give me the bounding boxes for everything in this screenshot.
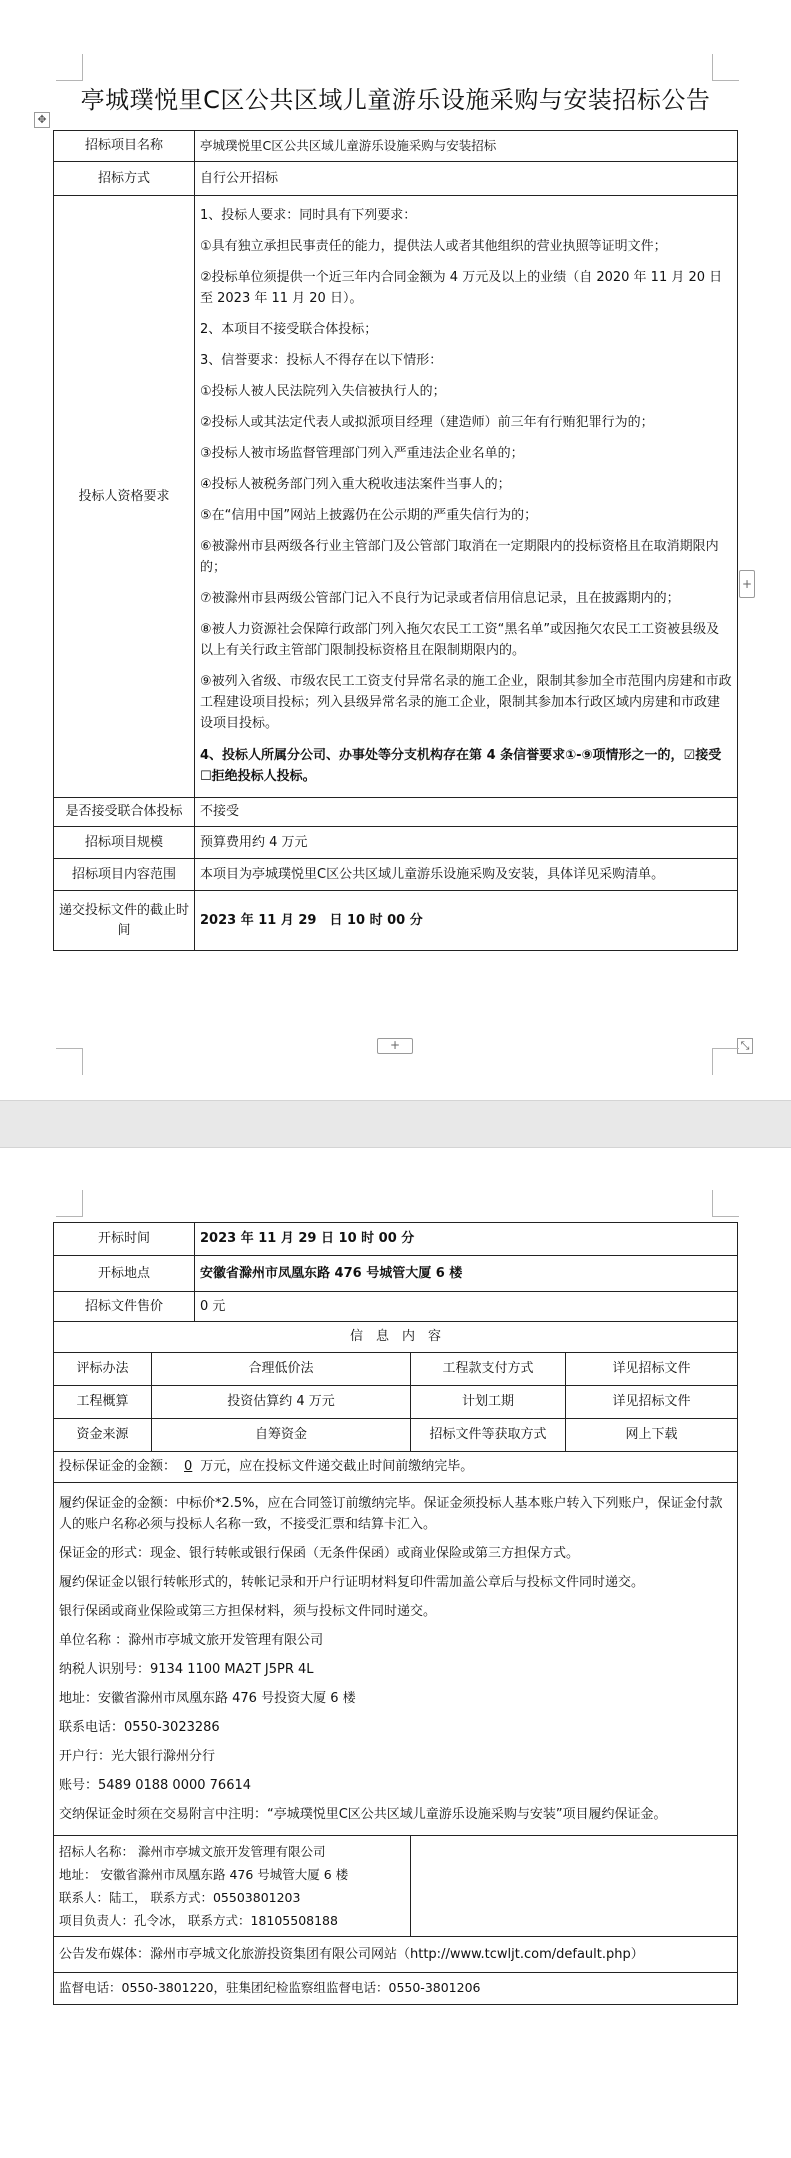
table-row bbox=[54, 1419, 738, 1452]
project-name-value: 亭城璞悦里C区公共区域儿童游乐设施采购与安装招标 bbox=[195, 131, 738, 162]
qualification-label: 投标人资格要求 bbox=[54, 196, 195, 798]
scale-label: 招标项目规模 bbox=[54, 827, 195, 859]
add-column-icon[interactable]: + bbox=[739, 570, 755, 598]
publication-media: 公告发布媒体：滁州市亭城文化旅游投资集团有限公司网站（http://www.tcwljt.com/default.php） bbox=[54, 1937, 738, 1973]
tenderer-line: 地址： 安徽省滁州市凤凰东路 476 号城管大厦 6 楼 bbox=[59, 1867, 349, 1882]
consortium-value: 不接受 bbox=[195, 798, 738, 827]
performance-bond-content bbox=[54, 1483, 738, 1836]
doc-price-label: 招标文件售价 bbox=[54, 1292, 195, 1322]
performance-bond-line: 开户行：光大银行滁州分行 bbox=[59, 1749, 216, 1764]
performance-bond-line: 纳税人识别号：9134 1100 MA2T J5PR 4L bbox=[59, 1662, 314, 1677]
add-row-icon[interactable]: + bbox=[377, 1038, 413, 1054]
performance-bond-line: 联系电话：0550-3023286 bbox=[59, 1720, 220, 1735]
scope-value: 本项目为亭城璞悦里C区公共区域儿童游乐设施采购及安装，具体详见采购清单。 bbox=[195, 859, 738, 891]
opening-place-label: 开标地点 bbox=[54, 1256, 195, 1292]
qualification-line: ⑨被列入省级、市级农民工工资支付异常名录的施工企业，限制其参加全市范围内房建和市政工程建设项目投标；列入县级异常名录的施工企业，限制其参加本行政区域内房建和市政建设项目投标。 bbox=[200, 674, 732, 731]
qualification-line: ②投标人或其法定代表人或拟派项目经理（建造师）前三年有行贿犯罪行为的； bbox=[200, 415, 654, 430]
supervision-phones: 监督电话：0550-3801220，驻集团纪检监察组监督电话：0550-3801206 bbox=[54, 1973, 738, 2005]
table-row bbox=[54, 1223, 738, 1256]
project-name-label: 招标项目名称 bbox=[54, 131, 195, 162]
table-row bbox=[54, 1937, 738, 1973]
qualification-line: ⑥被滁州市县两级各行业主管部门及公管部门取消在一定期限内的投标资格且在取消期限内的； bbox=[200, 539, 719, 575]
page-corner-mark bbox=[56, 1048, 83, 1075]
opening-time-label: 开标时间 bbox=[54, 1223, 195, 1256]
table-row bbox=[54, 1386, 738, 1419]
info-cell: 自筹资金 bbox=[152, 1419, 411, 1452]
table-row bbox=[54, 798, 738, 827]
qualification-content bbox=[195, 196, 738, 798]
qualification-line: ⑤在“信用中国”网站上披露仍在公示期的严重失信行为的； bbox=[200, 508, 538, 523]
info-cell: 投资估算约 4 万元 bbox=[152, 1386, 411, 1419]
qualification-line: ③投标人被市场监督管理部门列入严重违法企业名单的； bbox=[200, 446, 524, 461]
table-row bbox=[54, 1322, 738, 1353]
opening-time-value: 2023 年 11 月 29 日 10 时 00 分 bbox=[195, 1223, 738, 1256]
table-row bbox=[54, 1836, 738, 1937]
doc-price-value: 0 元 bbox=[195, 1292, 738, 1322]
info-cell: 计划工期 bbox=[411, 1386, 566, 1419]
table-row bbox=[54, 1353, 738, 1386]
opening-place-value: 安徽省滁州市凤凰东路 476 号城管大厦 6 楼 bbox=[195, 1256, 738, 1292]
table-row bbox=[54, 859, 738, 891]
performance-bond-line: 单位名称 ：滁州市亭城文旅开发管理有限公司 bbox=[59, 1633, 324, 1648]
table-row bbox=[54, 131, 738, 162]
performance-bond-line: 交纳保证金时须在交易附言中注明：“亭城璞悦里C区公共区域儿童游乐设施采购与安装”项目履约保证金。 bbox=[59, 1807, 667, 1822]
page-corner-mark bbox=[712, 1048, 739, 1075]
table-row bbox=[54, 1256, 738, 1292]
performance-bond-line: 履约保证金以银行转帐形式的，转帐记录和开户行证明材料复印件需加盖公章后与投标文件同时递交。 bbox=[59, 1575, 645, 1590]
page-separator bbox=[0, 1100, 791, 1148]
page-corner-mark bbox=[56, 1190, 83, 1217]
scope-label: 招标项目内容范围 bbox=[54, 859, 195, 891]
document-page-2 bbox=[0, 1148, 791, 2158]
qualification-line: 2、本项目不接受联合体投标； bbox=[200, 322, 378, 337]
qualification-line: 1、投标人要求：同时具有下列要求： bbox=[200, 208, 417, 223]
scale-value: 预算费用约 4 万元 bbox=[195, 827, 738, 859]
table-row bbox=[54, 162, 738, 196]
table-move-handle-icon[interactable]: ✥ bbox=[34, 112, 50, 128]
deposit-amount: 0 bbox=[184, 1459, 193, 1475]
table-row bbox=[54, 827, 738, 859]
info-cell: 招标文件等获取方式 bbox=[411, 1419, 566, 1452]
info-cell: 工程概算 bbox=[54, 1386, 152, 1419]
table-row bbox=[54, 1452, 738, 1483]
deposit-prefix: 投标保证金的金额： bbox=[59, 1459, 177, 1475]
consortium-label: 是否接受联合体投标 bbox=[54, 798, 195, 827]
method-value: 自行公开招标 bbox=[195, 162, 738, 196]
table-row bbox=[54, 1973, 738, 2005]
tenderer-line: 招标人名称： 滁州市亭城文旅开发管理有限公司 bbox=[59, 1844, 326, 1859]
deposit-suffix: 万元，应在投标文件递交截止时间前缴纳完毕。 bbox=[200, 1459, 474, 1475]
info-cell: 工程款支付方式 bbox=[411, 1353, 566, 1386]
tenderer-line: 联系人：陆工， 联系方式：05503801203 bbox=[59, 1890, 301, 1905]
performance-bond-line: 地址：安徽省滁州市凤凰东路 476 号投资大厦 6 楼 bbox=[59, 1691, 356, 1706]
deadline-value: 2023 年 11 月 29 日 10 时 00 分 bbox=[195, 891, 738, 951]
qualification-line: 3、信誉要求：投标人不得存在以下情形： bbox=[200, 353, 443, 368]
qualification-line: ②投标单位须提供一个近三年内合同金额为 4 万元及以上的业绩（自 2020 年 11 月 20 日至 2023 年 11 月 20 日）。 bbox=[200, 270, 723, 306]
empty-cell bbox=[411, 1836, 738, 1937]
performance-bond-line: 保证金的形式：现金、银行转帐或银行保函（无条件保函）或商业保险或第三方担保方式。 bbox=[59, 1546, 580, 1561]
table-row bbox=[54, 891, 738, 951]
page-corner-mark bbox=[712, 1190, 739, 1217]
performance-bond-line: 履约保证金的金额：中标价*2.5%，应在合同签订前缴纳完毕。保证金须投标人基本账户转入下列账户，保证金付款人的账户名称必须与投标人名称一致，不接受汇票和结算卡汇入。 bbox=[59, 1496, 723, 1532]
bid-deposit-text bbox=[54, 1452, 738, 1483]
tender-info-table bbox=[53, 130, 738, 951]
info-section-header: 信 息 内 容 bbox=[54, 1322, 738, 1353]
qualification-line: ⑧被人力资源社会保障行政部门列入拖欠农民工工资“黑名单”或因拖欠农民工工资被县级及以上有关行政主管部门限制投标资格且在限制期限内的。 bbox=[200, 622, 720, 658]
qualification-line: ④投标人被税务部门列入重大税收违法案件当事人的； bbox=[200, 477, 511, 492]
tenderer-contact-block bbox=[54, 1836, 411, 1937]
info-cell: 合理低价法 bbox=[152, 1353, 411, 1386]
qualification-line: ①投标人被人民法院列入失信被执行人的； bbox=[200, 384, 446, 399]
info-cell: 详见招标文件 bbox=[566, 1353, 738, 1386]
table-row bbox=[54, 196, 738, 798]
deadline-label: 递交投标文件的截止时间 bbox=[54, 891, 195, 951]
table-row bbox=[54, 1292, 738, 1322]
table-resize-handle-icon[interactable]: ⤡ bbox=[737, 1038, 753, 1054]
info-cell: 评标办法 bbox=[54, 1353, 152, 1386]
qualification-line: ①具有独立承担民事责任的能力，提供法人或者其他组织的营业执照等证明文件； bbox=[200, 239, 667, 254]
info-cell: 资金来源 bbox=[54, 1419, 152, 1452]
info-cell: 网上下载 bbox=[566, 1419, 738, 1452]
document-title: 亭城璞悦里C区公共区域儿童游乐设施采购与安装招标公告 bbox=[80, 86, 711, 114]
page-corner-mark bbox=[712, 54, 739, 81]
performance-bond-line: 账号：5489 0188 0000 76614 bbox=[59, 1778, 252, 1793]
performance-bond-line: 银行保函或商业保险或第三方担保材料，须与投标文件同时递交。 bbox=[59, 1604, 437, 1619]
qualification-line: ⑦被滁州市县两级公管部门记入不良行为记录或者信用信息记录，且在披露期内的； bbox=[200, 591, 680, 606]
tender-detail-table bbox=[53, 1222, 738, 2005]
table-row bbox=[54, 1483, 738, 1836]
method-label: 招标方式 bbox=[54, 162, 195, 196]
info-cell: 详见招标文件 bbox=[566, 1386, 738, 1419]
page-corner-mark bbox=[56, 54, 83, 81]
tenderer-line: 项目负责人：孔令冰， 联系方式：18105508188 bbox=[59, 1913, 338, 1928]
branch-office-clause: 4、投标人所属分公司、办事处等分支机构存在第 4 条信誉要求①-⑨项情形之一的，☑接受☐拒绝投标人投标。 bbox=[200, 748, 722, 784]
